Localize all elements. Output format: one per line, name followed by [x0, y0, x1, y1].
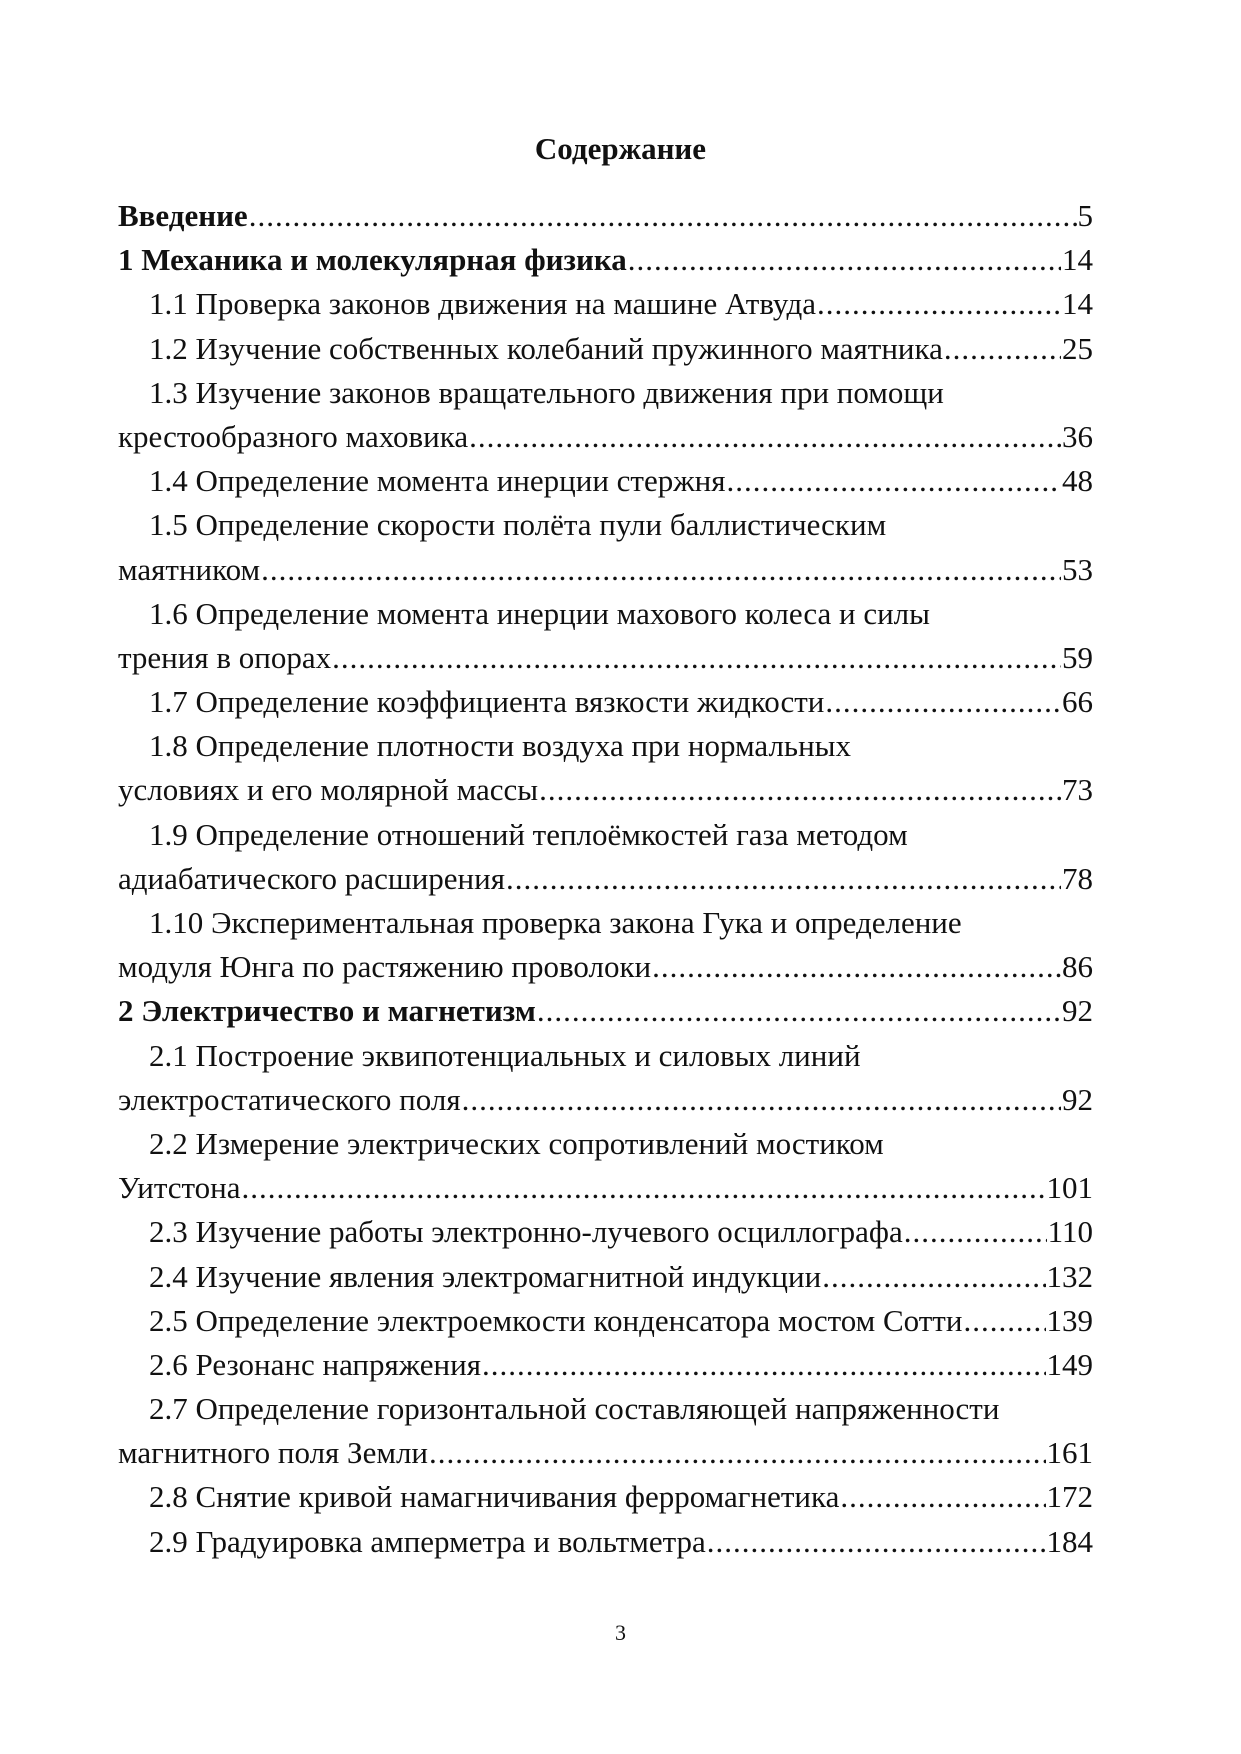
- toc-entry-page: 101: [1046, 1170, 1093, 1206]
- toc-entry-title: 1.4 Определение момента инерции стержня: [149, 463, 726, 499]
- toc-entry-continuation: [118, 1082, 1093, 1126]
- toc-entry-title: 2.5 Определение электроемкости конденсатора мостом Сотти: [149, 1302, 963, 1338]
- toc-entry-page: 149: [1046, 1346, 1093, 1382]
- toc-entry-page: 184: [1046, 1523, 1093, 1559]
- toc-entry-title: 1.7 Определение коэффициента вязкости жидкости: [149, 684, 825, 720]
- toc-entry-page: 92: [1062, 1081, 1093, 1117]
- toc-entry-title: 1.10 Экспериментальная проверка закона Гука и определение: [149, 905, 962, 940]
- toc-entry-page: 59: [1062, 639, 1093, 675]
- toc-leader-dots: [727, 463, 1062, 499]
- toc-leader-dots: [537, 993, 1061, 1029]
- toc-entry: [118, 1038, 1093, 1082]
- toc-entry-title: 2.6 Резонанс напряжения: [149, 1346, 481, 1382]
- toc-leader-dots: [825, 684, 1061, 720]
- toc-entry-title-cont: магнитного поля Земли: [118, 1435, 429, 1471]
- toc-leader-dots: [904, 1214, 1047, 1250]
- toc-entry-title: 2.1 Построение эквипотенциальных и силовых линий: [149, 1037, 861, 1073]
- toc-leader-dots: [944, 331, 1061, 367]
- toc-leader-dots: [840, 1479, 1045, 1515]
- toc-entry: [118, 1126, 1093, 1170]
- toc-entry-title: 2.8 Снятие кривой намагничивания ферромагнетика: [149, 1479, 840, 1515]
- toc-entry-title: 1.1 Проверка законов движения на машине Атвуда: [149, 286, 816, 322]
- toc-entry-page: 139: [1046, 1302, 1093, 1338]
- toc-entry: [118, 375, 1093, 419]
- toc-entry-continuation: [118, 1170, 1093, 1214]
- toc-entry-title: 2.3 Изучение работы электронно-лучевого осциллографа: [149, 1214, 903, 1250]
- toc-entry-title: 2.4 Изучение явления электромагнитной индукции: [149, 1258, 822, 1294]
- toc-leader-dots: [628, 242, 1061, 278]
- toc-entry-page: 78: [1062, 860, 1093, 896]
- toc-entry: [118, 1259, 1093, 1303]
- toc-entry-title: 2.9 Градуировка амперметра и вольтметра: [149, 1523, 706, 1559]
- toc-entry-title: 1.5 Определение скорости полёта пули баллистическим: [149, 507, 887, 543]
- toc-entry-continuation: [118, 772, 1093, 816]
- toc-entry: [118, 1524, 1093, 1568]
- toc-entry-page: 172: [1046, 1479, 1093, 1515]
- toc-entry-page: 36: [1062, 418, 1093, 454]
- toc-entry-continuation: [118, 949, 1093, 993]
- toc-entry: [118, 331, 1093, 375]
- toc-entry-page: 14: [1062, 286, 1093, 322]
- toc-entry-title: 2.2 Измерение электрических сопротивлений мостиком: [149, 1125, 884, 1161]
- toc-entry-page: 53: [1062, 551, 1093, 587]
- toc-leader-dots: [652, 949, 1061, 985]
- toc-leader-dots: [469, 419, 1061, 455]
- toc-entry: [118, 728, 1093, 772]
- toc-leader-dots: [963, 1303, 1045, 1339]
- toc-entry-title: 1.3 Изучение законов вращательного движения при помощи: [149, 374, 944, 410]
- toc-leader-dots: [462, 1082, 1061, 1118]
- toc-entry-page: 110: [1047, 1214, 1093, 1250]
- toc-entry-page: 73: [1062, 772, 1093, 808]
- toc-entry-page: 86: [1062, 949, 1093, 985]
- toc-leader-dots: [707, 1524, 1046, 1560]
- toc-entry-page: 5: [1077, 198, 1093, 233]
- toc-entry-title-cont: электростатического поля: [118, 1081, 461, 1117]
- toc-entry-title: Введение: [118, 198, 248, 233]
- toc-entry: [118, 507, 1093, 551]
- toc-entry: [118, 1214, 1093, 1258]
- toc-entry-continuation: [118, 419, 1093, 463]
- toc-entry-page: 66: [1062, 684, 1093, 720]
- table-of-contents: [118, 198, 1093, 1568]
- toc-entry-title-cont: условиях и его молярной массы: [118, 772, 539, 808]
- toc-leader-dots: [332, 640, 1061, 676]
- toc-entry: [118, 286, 1093, 330]
- toc-entry-page: 161: [1046, 1435, 1093, 1471]
- toc-entry: [118, 463, 1093, 507]
- toc-section: [118, 198, 1093, 242]
- toc-entry-title: 1.8 Определение плотности воздуха при нормальных: [149, 728, 851, 764]
- toc-entry: [118, 817, 1093, 861]
- toc-leader-dots: [506, 861, 1061, 897]
- toc-leader-dots: [249, 198, 1077, 234]
- toc-entry-page: 132: [1046, 1258, 1093, 1294]
- toc-section: [118, 993, 1093, 1037]
- toc-leader-dots: [822, 1259, 1045, 1295]
- toc-entry-title: 1.6 Определение момента инерции махового колеса и силы: [149, 595, 930, 631]
- toc-entry: [118, 684, 1093, 728]
- toc-entry-page: 48: [1062, 463, 1093, 499]
- toc-entry: [118, 596, 1093, 640]
- toc-entry: [118, 1391, 1093, 1435]
- toc-leader-dots: [482, 1347, 1046, 1383]
- toc-entry-title: 1.2 Изучение собственных колебаний пружинного маятника: [149, 330, 943, 366]
- toc-entry-continuation: [118, 1435, 1093, 1479]
- toc-leader-dots: [261, 552, 1061, 588]
- toc-entry-title: 2.7 Определение горизонтальной составляющей напряженности: [149, 1391, 1000, 1427]
- toc-entry-title: 1.9 Определение отношений теплоёмкостей газа методом: [149, 816, 908, 852]
- toc-entry: [118, 905, 1093, 949]
- toc-entry-page: 14: [1062, 242, 1093, 278]
- toc-leader-dots: [539, 772, 1061, 808]
- toc-entry-title-cont: Уитстона: [118, 1170, 241, 1206]
- toc-entry: [118, 1347, 1093, 1391]
- toc-entry-continuation: [118, 640, 1093, 684]
- toc-entry: [118, 1479, 1093, 1523]
- toc-leader-dots: [817, 286, 1061, 322]
- toc-entry: [118, 1303, 1093, 1347]
- toc-leader-dots: [242, 1170, 1046, 1206]
- toc-entry-title-cont: трения в опорах: [118, 639, 332, 675]
- toc-entry-continuation: [118, 552, 1093, 596]
- toc-entry-title: 2 Электричество и магнетизм: [118, 993, 536, 1029]
- page-number: 3: [615, 1620, 626, 1645]
- toc-entry-title: 1 Механика и молекулярная физика: [118, 242, 627, 278]
- toc-entry-page: 25: [1062, 330, 1093, 366]
- toc-entry-continuation: [118, 861, 1093, 905]
- toc-entry-title-cont: адиабатического расширения: [118, 860, 505, 896]
- toc-leader-dots: [429, 1435, 1045, 1471]
- page-title: Содержание: [534, 131, 707, 166]
- toc-entry-title-cont: крестообразного маховика: [118, 418, 469, 454]
- toc-entry-title-cont: модуля Юнга по растяжению проволоки: [118, 949, 652, 985]
- toc-section: [118, 242, 1093, 286]
- toc-entry-page: 92: [1062, 993, 1093, 1029]
- toc-entry-title-cont: маятником: [118, 551, 261, 587]
